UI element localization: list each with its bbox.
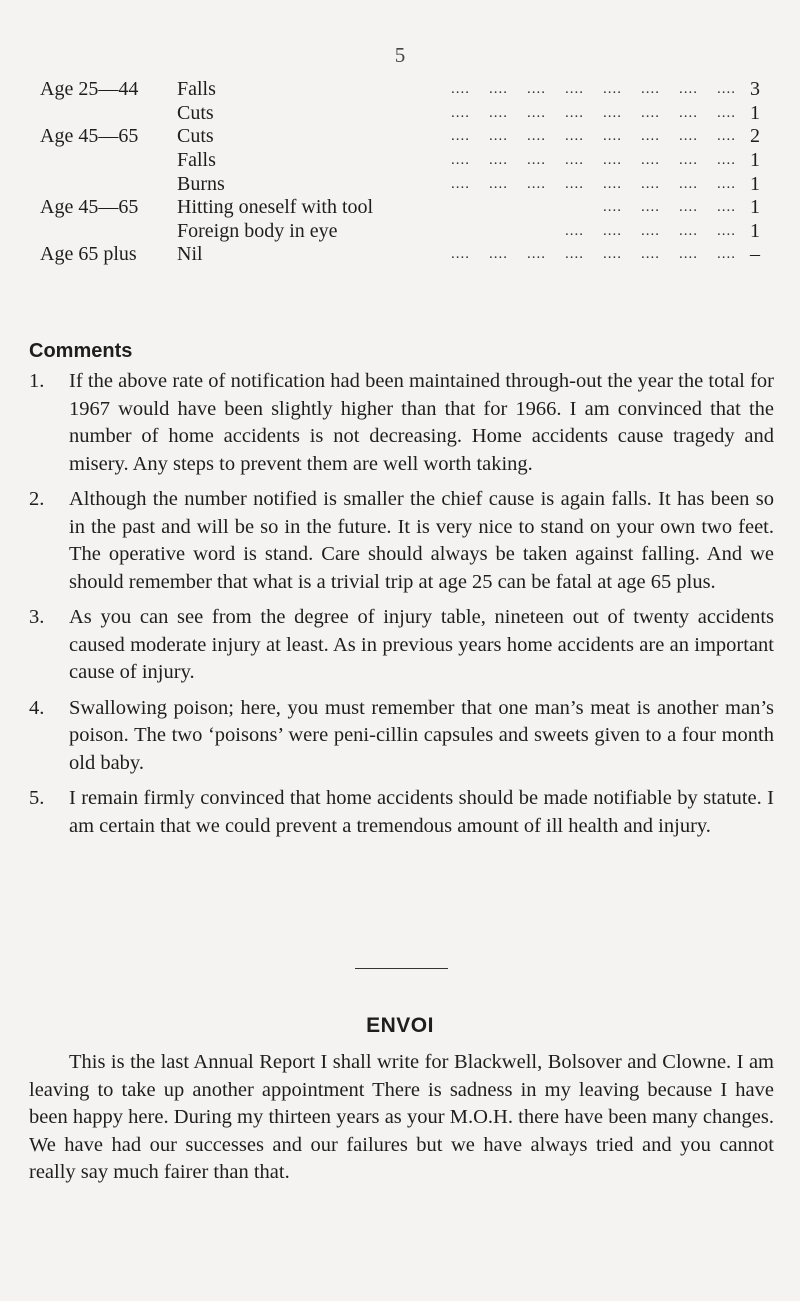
dot-leader: .... .... .... .... .... .... .... .... [451,128,736,145]
envoi-heading: ENVOI [366,1014,434,1037]
table-row [40,243,760,267]
comment-text: If the above rate of notification had been maintained through-out the year the total for 1967 would have been slightly higher than that for 1966. I am convinced that the number of home accidents is not decreasing. Home accidents cause tragedy and misery. Any steps to prevent them are well worth taking. [69,370,774,475]
age-group: Age 25—44 [40,78,139,101]
table-row [40,125,760,149]
accident-count: 1 [750,101,760,124]
accident-count: 1 [750,219,760,242]
accident-count: – [750,243,760,266]
table-row [40,78,760,102]
accident-table [40,78,760,267]
accident-cause: Nil [177,243,203,266]
page-number: 5 [394,43,406,67]
accident-cause: Hitting oneself with tool [177,196,374,219]
comment-number: 2. [29,488,45,510]
accident-count: 2 [750,125,760,148]
table-row [40,196,760,220]
table-row [40,220,760,244]
section-divider [355,968,448,969]
age-group: Age 65 plus [40,243,137,266]
comment-text: I remain firmly convinced that home accidents should be made notifiable by statute. I am certain that we could prevent a tremendous amount of ill health and injury. [69,787,774,837]
table-row [40,102,760,126]
table-row [40,149,760,173]
accident-cause: Falls [177,149,216,172]
dot-leader: .... .... .... .... [603,199,736,216]
comment-text: As you can see from the degree of injury table, nineteen out of twenty accidents caused moderate injury at least. As in previous years home accidents are an important cause of injury. [69,606,774,683]
table-row [40,172,760,196]
age-group: Age 45—65 [40,125,139,148]
comment-number: 1. [29,370,45,392]
comment-item [29,368,774,478]
accident-count: 1 [750,172,760,195]
accident-cause: Falls [177,78,216,101]
dot-leader: .... .... .... .... .... [565,222,736,239]
comment-item [29,695,774,778]
age-group: Age 45—65 [40,196,139,219]
envoi-paragraph: This is the last Annual Report I shall write for Blackwell, Bolsover and Clowne. I am leaving to take up another appointment There is sadness in my leaving because I have been happy here. During my thirteen years as your M.O.H. there have been many changes. We have had our successes and our failures but we have always tried and you cannot really say much fairer than that. [29,1051,774,1183]
comment-item [29,785,774,840]
accident-count: 3 [750,78,760,101]
accident-count: 1 [750,196,760,219]
comment-number: 4. [29,696,45,719]
dot-leader: .... .... .... .... .... .... .... .... [451,246,736,263]
comments-list [29,368,774,848]
comment-text: Swallowing poison; here, you must remember that one man’s meat is another man’s poison. The two ‘poisons’ were peni-cillin capsules and sweets given to a four month old baby. [69,696,774,774]
accident-count: 1 [750,149,760,172]
accident-cause: Cuts [177,125,214,148]
comment-item [29,604,774,687]
comments-heading: Comments [29,340,133,362]
comment-number: 3. [29,606,45,628]
comment-item [29,486,774,596]
dot-leader: .... .... .... .... .... .... .... .... [451,152,736,169]
accident-cause: Cuts [177,101,214,124]
accident-cause: Foreign body in eye [177,219,338,242]
dot-leader: .... .... .... .... .... .... .... .... [451,81,736,98]
dot-leader: .... .... .... .... .... .... .... .... [451,104,736,121]
comment-text: Although the number notified is smaller the chief cause is again falls. It has been so in the past and will be so in the future. It is very nice to stand on your own two feet. The operative word is stand. Care should always be taken against falling. And we should remember that what is a trivial trip at age 25 can be fatal at age 65 plus. [69,488,774,593]
dot-leader: .... .... .... .... .... .... .... .... [451,175,736,192]
accident-cause: Burns [177,172,225,195]
comment-number: 5. [29,787,45,809]
